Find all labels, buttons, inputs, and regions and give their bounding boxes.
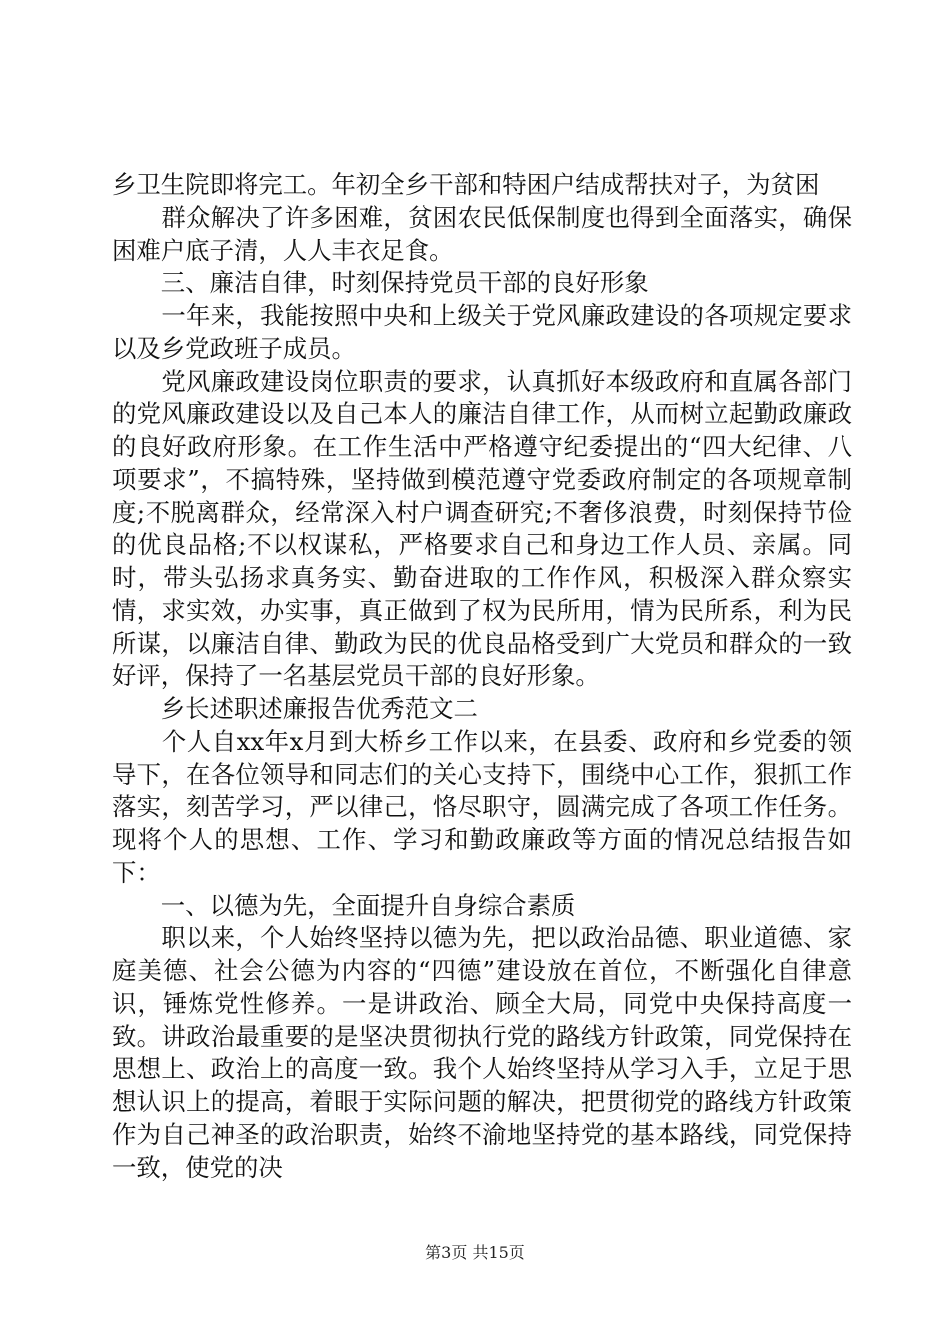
page-number-footer: 第3页 共15页 bbox=[425, 1243, 525, 1262]
article-title-2: 乡长述职述廉报告优秀范文二 bbox=[112, 694, 478, 723]
section-heading-3: 三、廉洁自律，时刻保持党员干部的良好形象 bbox=[112, 268, 649, 298]
document-body bbox=[112, 169, 852, 1184]
paragraph-2: 群众解决了许多困难，贫困农民低保制度也得到全面落实，确保困难户底子清，人人丰衣足食。 bbox=[112, 202, 852, 265]
paragraph-1: 乡卫生院即将完工。年初全乡干部和特困户结成帮扶对子，为贫困 bbox=[112, 170, 820, 199]
paragraph-4: 一年来，我能按照中央和上级关于党风廉政建设的各项规定要求以及乡党政班子成员。 bbox=[112, 301, 852, 363]
paragraph-9: 职以来，个人始终坚持以德为先，把以政治品德、职业道德、家庭美德、社会公德为内容的“四德”建设放在首位，不断强化自律意识，锤炼党性修养。一是讲政治、顾全大局，同党中央保持高度一致。讲政治最重要的是坚决贯彻执行党的路线方针政策，同党保持在思想上、政治上的高度一致。我个人始终坚持从学习入手，立足于思想认识上的提高，着眼于实际问题的解决，把贯彻党的路线方针政策作为自己神圣的政治职责，始终不渝地坚持党的基本路线，同党保持一致，使党的决 bbox=[112, 923, 852, 1182]
paragraph-7: 个人自xx年x月到大桥乡工作以来，在县委、政府和乡党委的领导下，在各位领导和同志们的关心支持下，围绕中心工作，狠抓工作落实，刻苦学习，严以律己，恪尽职守，圆满完成了各项工作任务。现将个人的思想、工作、学习和勤政廉政等方面的情况总结报告如下： bbox=[112, 726, 852, 887]
section-heading-1: 一、以德为先，全面提升自身综合素质 bbox=[112, 890, 576, 920]
paragraph-5: 党风廉政建设岗位职责的要求，认真抓好本级政府和直属各部门的党风廉政建设以及自己本人的廉洁自律工作，从而树立起勤政廉政的良好政府形象。在工作生活中严格遵守纪委提出的“四大纪律、八项要求”，不搞特殊，坚持做到模范遵守党委政府制定的各项规章制度;不脱离群众，经常深入村户调查研究;不奢侈浪费，时刻保持节俭的优良品格;不以权谋私，严格要求自己和身边工作人员、亲属。同时，带头弘扬求真务实、勤奋进取的工作作风，积极深入群众察实情，求实效，办实事，真正做到了权为民所用，情为民所系，利为民所谋，以廉洁自律、勤政为民的优良品格受到广大党员和群众的一致好评，保持了一名基层党员干部的良好形象。 bbox=[112, 366, 852, 691]
